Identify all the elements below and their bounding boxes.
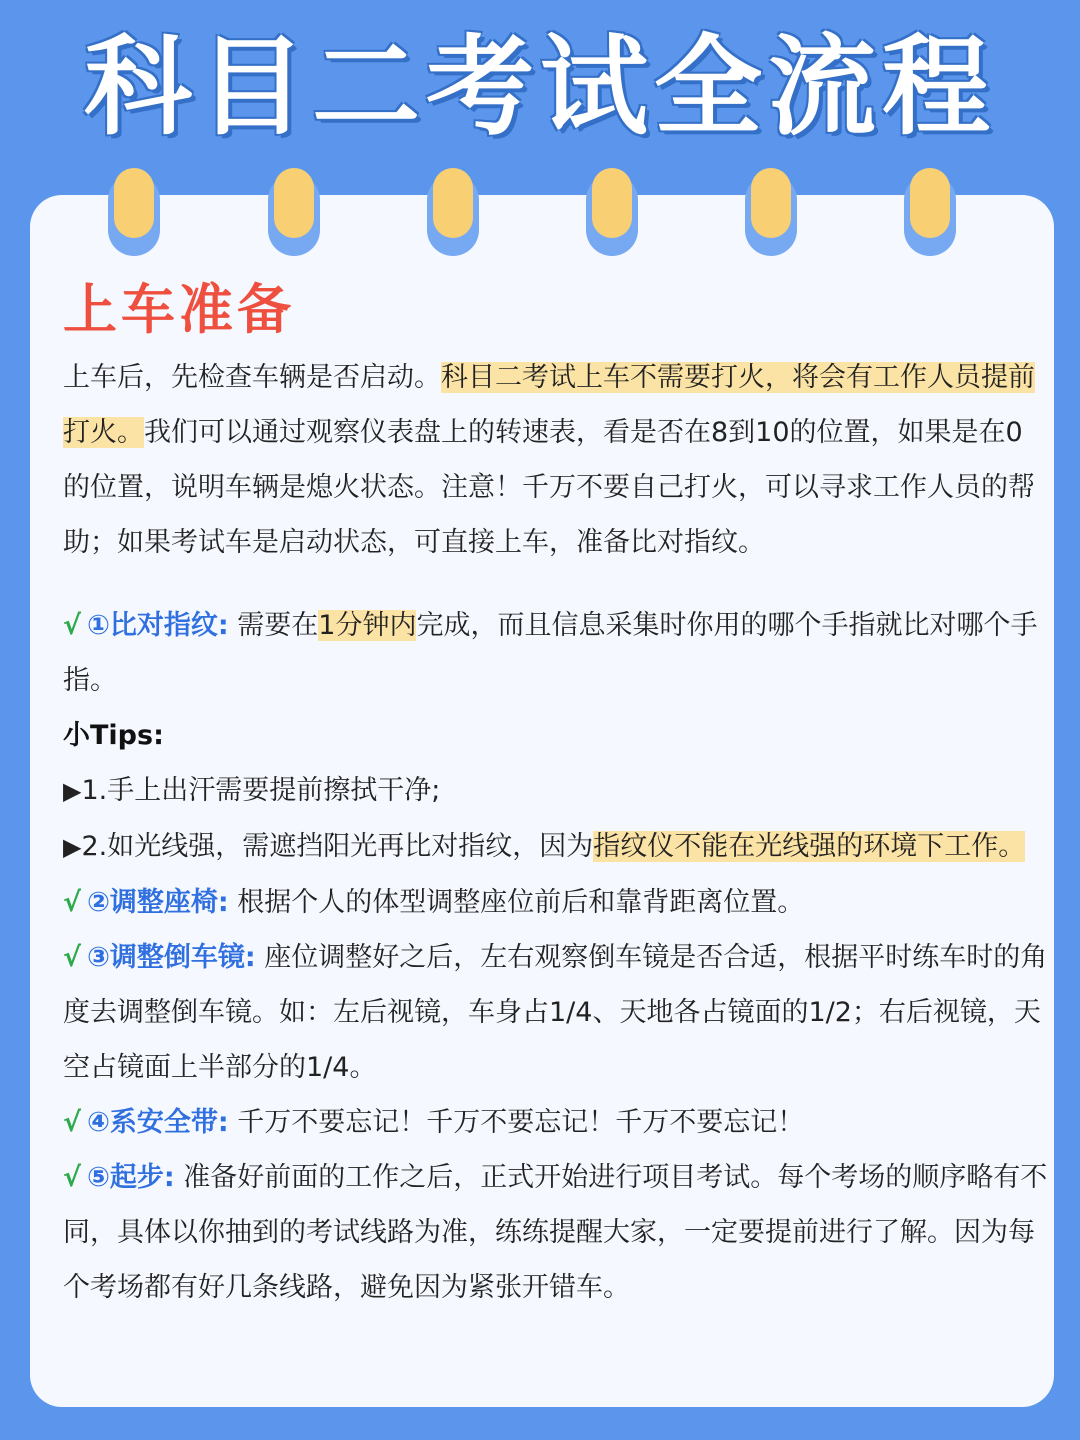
tip-text: 1.手上出汗需要提前擦拭干净; (81, 775, 441, 806)
step-start (63, 1150, 1048, 1315)
bullet-triangle-icon: ▶ (63, 833, 82, 861)
tip-text: 2.如光线强，需遮挡阳光再比对指纹，因为 (81, 831, 594, 862)
step-label: ③调整倒车镜: (87, 942, 256, 973)
step-label: ⑤起步: (87, 1162, 175, 1193)
binder-ring (433, 168, 473, 238)
step-text: 根据个人的体型调整座位前后和靠背距离位置。 (237, 887, 805, 918)
intro-text: 我们可以通过观察仪表盘上的转速表，看是否在8到10的位置，如果是在0的位置，说明车辆是熄火状态。注意！千万不要自己打火，可以寻求工作人员的帮助；如果考试车是启动状态，可直接上车，准备比对指纹。 (63, 417, 1035, 558)
section-heading: 上车准备 (63, 278, 295, 341)
step-fingerprint (63, 598, 1048, 708)
intro-text: 上车后，先检查车辆是否启动。 (63, 362, 441, 393)
step-seatbelt (63, 1095, 1048, 1150)
binder-ring (910, 168, 950, 238)
tip-item (63, 763, 1048, 819)
binder-ring (751, 168, 791, 238)
intro-paragraph (63, 350, 1048, 570)
step-text: 千万不要忘记！千万不要忘记！千万不要忘记！ (237, 1107, 805, 1138)
intro-highlight: 科目二考试上车不需要打火，将会有工作人员提前打火。 (63, 362, 1035, 448)
step-label: ④系安全带: (87, 1107, 229, 1138)
binder-ring (592, 168, 632, 238)
tip-item (63, 819, 1048, 875)
step-seat (63, 875, 1048, 930)
step-mirror (63, 930, 1048, 1095)
step-label: ①比对指纹: (87, 610, 229, 641)
step-highlight: 1分钟内 (318, 610, 417, 641)
step-text: 完成，而且信息采集时你用的哪个手指就比对哪个手指。 (63, 610, 1038, 696)
binder-ring (114, 168, 154, 238)
tips-title: 小Tips: (63, 720, 164, 751)
check-icon: √ (63, 1107, 82, 1138)
bullet-triangle-icon: ▶ (63, 777, 82, 805)
step-text: 需要在 (237, 610, 319, 641)
check-icon: √ (63, 610, 82, 641)
article-body (63, 270, 1048, 1315)
step-label: ②调整座椅: (87, 887, 229, 918)
check-icon: √ (63, 942, 82, 973)
check-icon: √ (63, 1162, 82, 1193)
page-title: 科目二考试全流程 (83, 25, 996, 150)
check-icon: √ (63, 887, 82, 918)
step-text: 座位调整好之后，左右观察倒车镜是否合适，根据平时练车时的角度去调整倒车镜。如：左后视镜，车身占1/4、天地各占镜面的1/2；右后视镜，天空占镜面上半部分的1/4。 (63, 942, 1048, 1083)
binder-ring (274, 168, 314, 238)
tip-highlight: 指纹仪不能在光线强的环境下工作。 (593, 831, 1026, 862)
step-text: 准备好前面的工作之后，正式开始进行项目考试。每个考场的顺序略有不同，具体以你抽到的考试线路为准，练练提醒大家，一定要提前进行了解。因为每个考场都有好几条线路，避免因为紧张开错车。 (63, 1162, 1048, 1303)
